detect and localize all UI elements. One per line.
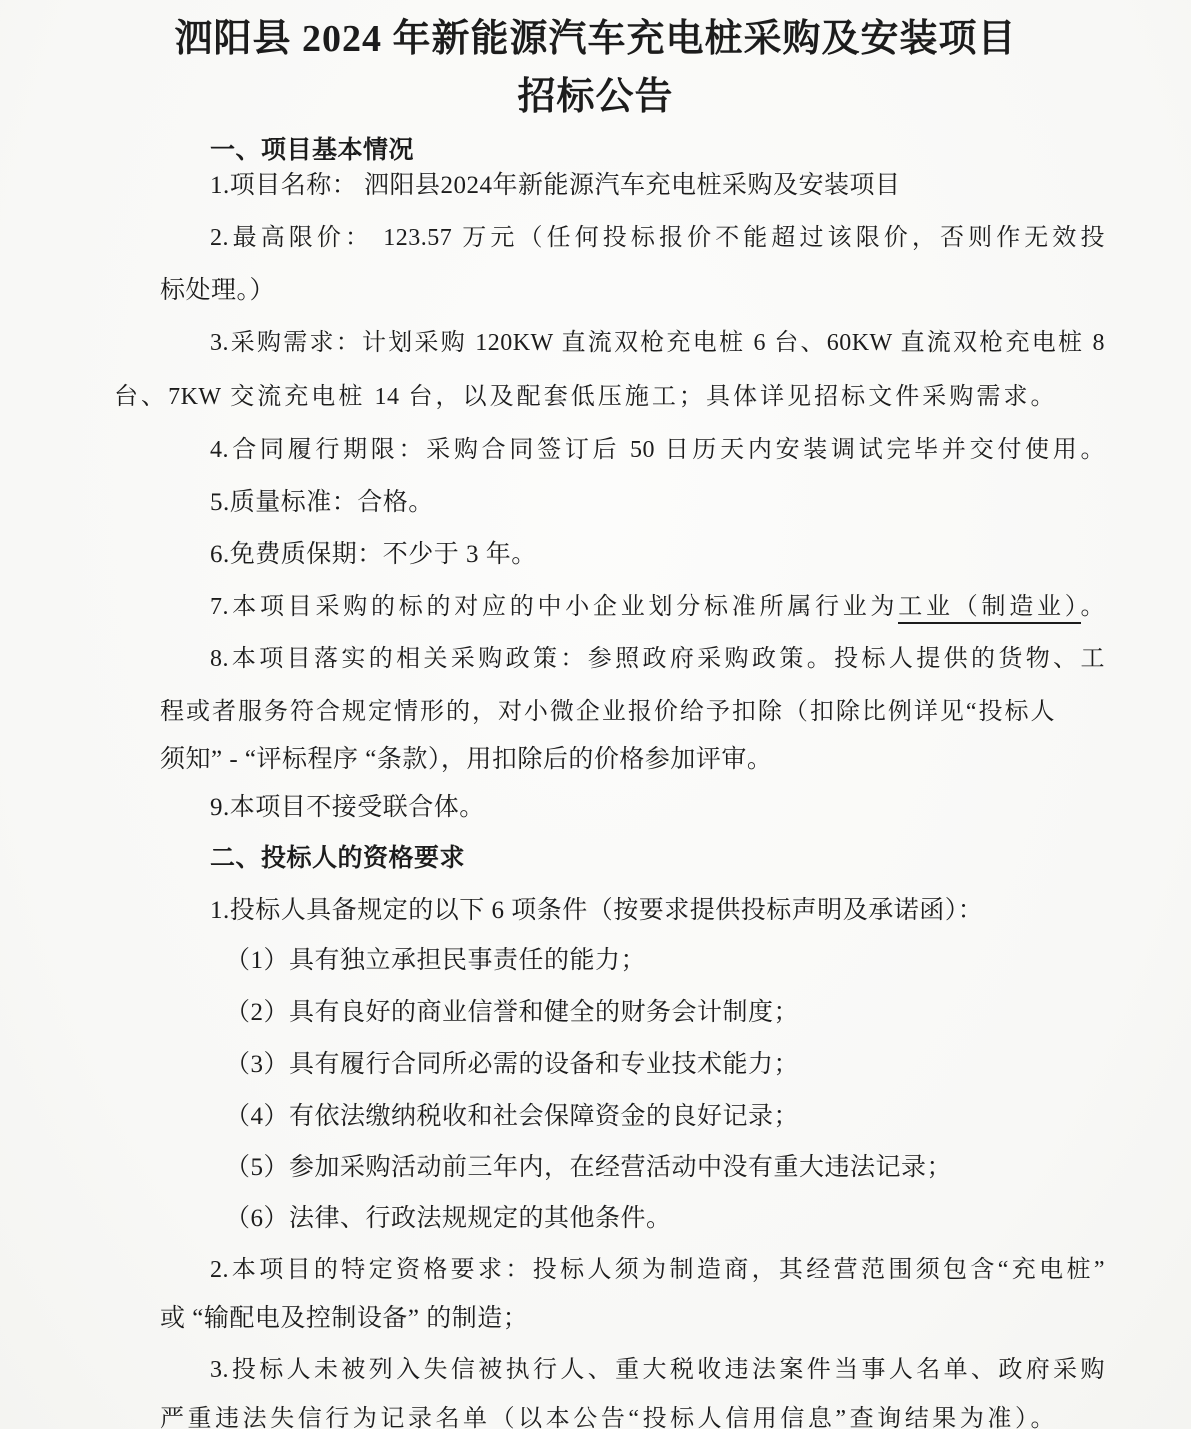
- s1-item1-project-name: 1.项目名称： 泗阳县2024年新能源汽车充电桩采购及安装项目: [210, 172, 901, 199]
- s2-condition-1: （1）具有独立承担民事责任的能力；: [225, 947, 647, 974]
- s1-item8-policy-line2: 程或者服务符合规定情形的，对小微企业报价给予扣除（扣除比例详见“投标人: [160, 699, 1055, 725]
- s2-item2-specific-qualification-line2: 或 “输配电及控制设备” 的制造；: [160, 1305, 529, 1332]
- s1-item8-policy-line1: 8.本项目落实的相关采购政策：参照政府采购政策。投标人提供的货物、工: [210, 646, 1105, 672]
- section2-heading: 二、投标人的资格要求: [210, 845, 466, 872]
- s2-condition-5: （5）参加采购活动前三年内，在经营活动中没有重大违法记录；: [225, 1154, 953, 1181]
- doc-title-line1: 泗阳县 2024 年新能源汽车充电桩采购及安装项目: [174, 18, 1017, 60]
- s1-item7-industry-classification: [160, 590, 1105, 624]
- s2-condition-4: （4）有依法缴纳税收和社会保障资金的良好记录；: [225, 1103, 800, 1130]
- s1-item2-price-cap-line2: 标处理。）: [160, 277, 276, 304]
- doc-title-line2: 招标公告: [517, 76, 674, 118]
- s1-item2-price-cap-line1: 2.最高限价： 123.57 万元（任何投标报价不能超过该限价，否则作无效投: [210, 225, 1105, 251]
- s2-item3-credit-record-line1: 3.投标人未被列入失信被执行人、重大税收违法案件当事人名单、政府采购: [210, 1357, 1105, 1383]
- s2-condition-3: （3）具有履行合同所必需的设备和专业技术能力；: [225, 1051, 800, 1078]
- s2-condition-6: （6）法律、行政法规规定的其他条件。: [225, 1205, 672, 1232]
- s2-condition-2: （2）具有良好的商业信誉和健全的财务会计制度；: [225, 999, 800, 1026]
- industry-text-suffix: 。: [1080, 594, 1105, 620]
- s1-item6-warranty-period: 6.免费质保期：不少于 3 年。: [210, 541, 537, 568]
- industry-text-prefix: 7.本项目采购的标的对应的中小企业划分标准所属行业为: [210, 594, 899, 620]
- s1-item4-contract-period: 4.合同履行期限：采购合同签订后 50 日历天内安装调试完毕并交付使用。: [210, 437, 1105, 463]
- s1-item3-procurement-line1: 3.采购需求：计划采购 120KW 直流双枪充电桩 6 台、60KW 直流双枪充电桩 8: [210, 330, 1105, 356]
- s2-item2-specific-qualification-line1: 2.本项目的特定资格要求：投标人须为制造商，其经营范围须包含“充电桩”: [210, 1257, 1105, 1283]
- s2-item1-six-conditions: 1.投标人具备规定的以下 6 项条件（按要求提供投标声明及承诺函）：: [210, 897, 984, 924]
- s1-item8-policy-line3: 须知” - “评标程序 “条款），用扣除后的价格参加评审。: [160, 746, 773, 773]
- industry-underlined-text: 工业（制造业）: [898, 594, 1080, 624]
- s1-item9-no-consortium: 9.本项目不接受联合体。: [210, 794, 485, 821]
- s1-item3-procurement-line2: 台、7KW 交流充电桩 14 台，以及配套低压施工；具体详见招标文件采购需求。: [114, 384, 1055, 410]
- section1-heading: 一、项目基本情况: [210, 137, 415, 164]
- s2-item3-credit-record-line2: 严重违法失信行为记录名单（以本公告“投标人信用信息”查询结果为准）。: [160, 1406, 1055, 1429]
- s1-item5-quality-standard: 5.质量标准：合格。: [210, 489, 434, 516]
